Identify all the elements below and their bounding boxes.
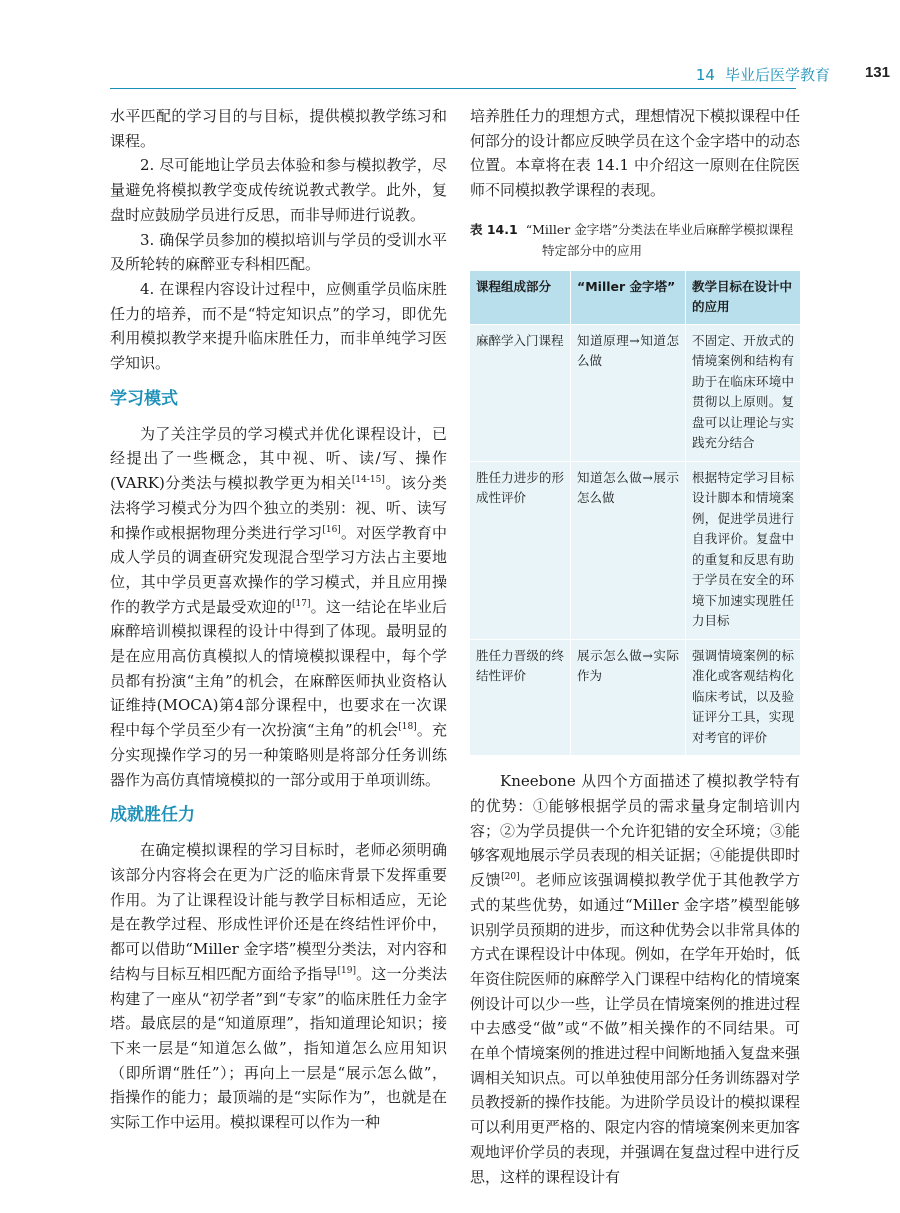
header-rule	[110, 88, 796, 89]
section-heading-learning-style: 学习模式	[110, 388, 178, 409]
table-label: 表 14.1	[470, 221, 518, 237]
paragraph-kneebone: Kneebone 从四个方面描述了模拟教学特有的优势：①能够根据学员的需求量身定制培训内容；②为学员提供一个允许犯错的安全环境；③能够客观地展示学员表现的相关证据；④能提供即时反馈[20]。老师应该强调模拟教学优于其他教学方式的某些优势，如通过“Miller 金字塔”模型能够识别学员预期的进步，而这种优势会以非常具体的方式在课程设计中体现。例如，在学年开始时，低年资住院医师的麻醉学入门课程中结构化的情境案例设计可以少一些，让学员在情境案例的推进过程中去感受“做”或“不做”相关操作的不同结果。可在单个情境案例的推进过程中间断地插入复盘来强调相关知识点。可以单独使用部分任务训练器对学员教授新的操作技能。为进阶学员设计的模拟课程可以利用更严格的、限定内容的情境案例来更加客观地评价学员的表现，并强调在复盘过程中进行反思，这样的课程设计有	[470, 772, 801, 1186]
table-header-cell: 教学目标在设计中的应用	[686, 271, 801, 325]
chapter-number: 14	[695, 66, 715, 84]
list-item-4: 4. 在课程内容设计过程中，应侧重学员临床胜任力的培养，而不是“特定知识点”的学习，即优先利用模拟教学来提升临床胜任力，而非单纯学习医学知识。	[110, 279, 447, 373]
running-header	[0, 58, 900, 92]
table-header-row	[470, 271, 800, 325]
citation: [18]	[398, 722, 417, 733]
paragraph-learning-style: 为了关注学员的学习模式并优化课程设计，已经提出了一些概念，其中视、听、读/写、操作(VARK)分类法与模拟教学更为相关[14-15]。该分类法将学习模式分为四个独立的类别：视、听、读写和操作或根据物理分类进行学习[16]。对医学教育中成人学员的调查研究发现混合型学习方法占主要地位，其中学员更喜欢操作的学习模式，并且应用操作的教学方式是最受欢迎的[17]。这一结论在毕业后麻醉培训模拟课程的设计中得到了体现。最明显的是在应用高仿真模拟人的情境模拟课程中，每个学员都有扮演“主角”的机会，在麻醉医师执业资格认证维持(MOCA)第4部分课程中，也要求在一次课程中每个学员至少有一次扮演“主角”的机会[18]。充分实现操作学习的另一种策略则是将部分任务训练器作为高仿真情境模拟的一部分或用于单项训练。	[110, 424, 447, 789]
chapter-heading	[696, 64, 830, 85]
table-cell: 强调情境案例的标准化或客观结构化临床考试，以及验证评分工具，实现对考官的评价	[686, 639, 801, 755]
citation: [19]	[337, 965, 356, 976]
caption-line-2: 特定部分中的应用	[542, 242, 643, 258]
table-cell: 知道怎么做→展示怎么做	[571, 461, 686, 639]
table-cell: 胜任力晋级的终结性评价	[470, 639, 571, 755]
list-item-3: 3. 确保学员参加的模拟培训与学员的受训水平及所轮转的麻醉亚专科相匹配。	[110, 230, 447, 274]
table-row	[470, 461, 800, 639]
chapter-title: 毕业后医学教育	[724, 66, 830, 84]
miller-pyramid-table	[470, 271, 800, 756]
table-cell: 展示怎么做→实际作为	[571, 639, 686, 755]
citation: [16]	[322, 524, 341, 535]
table-header-cell: 课程组成部分	[470, 271, 571, 325]
table-cell: 知道原理→知道怎么做	[571, 324, 686, 461]
table-row	[470, 639, 800, 755]
citation: [17]	[292, 598, 311, 609]
table-cell: 根据特定学习目标设计脚本和情境案例，促进学员进行自我评价。复盘中的重复和反思有助于学员在安全的环境下加速实现胜任力目标	[686, 461, 801, 639]
paragraph-continued: 培养胜任力的理想方式，理想情况下模拟课程中任何部分的设计都应反映学员在这个金字塔中的动态位置。本章将在表 14.1 中介绍这一原则在住院医师不同模拟教学课程的表现。	[470, 107, 801, 200]
table-header-cell: “Miller 金字塔”	[571, 271, 686, 325]
citation: [14-15]	[351, 475, 385, 486]
table-cell: 不固定、开放式的情境案例和结构有助于在临床环境中贯彻以上原则。复盘可以让理论与实践充分结合	[686, 324, 801, 461]
table-row	[470, 324, 800, 461]
right-column	[470, 104, 800, 1189]
left-column	[110, 104, 447, 1135]
paragraph-continued: 水平匹配的学习目的与目标，提供模拟教学练习和课程。	[110, 107, 447, 150]
list-item-2: 2. 尽可能地让学员去体验和参与模拟教学，尽量避免将模拟教学变成传统说教式教学。此外，复盘时应鼓励学员进行反思，而非导师进行说教。	[110, 156, 447, 224]
table-cell: 胜任力进步的形成性评价	[470, 461, 571, 639]
paragraph-competence: 在确定模拟课程的学习目标时，老师必须明确该部分内容将会在更为广泛的临床背景下发挥重要作用。为了让课程设计能与教学目标相适应，无论是在教学过程、形成性评价还是在终结性评价中，都可以借助“Miller 金字塔”模型分类法，对内容和结构与目标互相匹配方面给予指导[19]。这一分类法构建了一座从“初学者”到“专家”的临床胜任力金字塔。最底层的是“知道原理”，指知道理论知识；接下来一层是“知道怎么做”，指知道怎么应用知识（即所谓“胜任”）；再向上一层是“展示怎么做”，指操作的能力；最顶端的是“实际作为”，也就是在实际工作中运用。模拟课程可以作为一种	[110, 841, 447, 1132]
page-number: 131	[864, 64, 890, 81]
caption-line-1: “Miller 金字塔”分类法在毕业后麻醉学模拟课程	[525, 221, 794, 237]
section-heading-competence: 成就胜任力	[110, 805, 195, 826]
table-caption	[470, 219, 800, 261]
table-cell: 麻醉学入门课程	[470, 324, 571, 461]
citation: [20]	[501, 872, 520, 883]
